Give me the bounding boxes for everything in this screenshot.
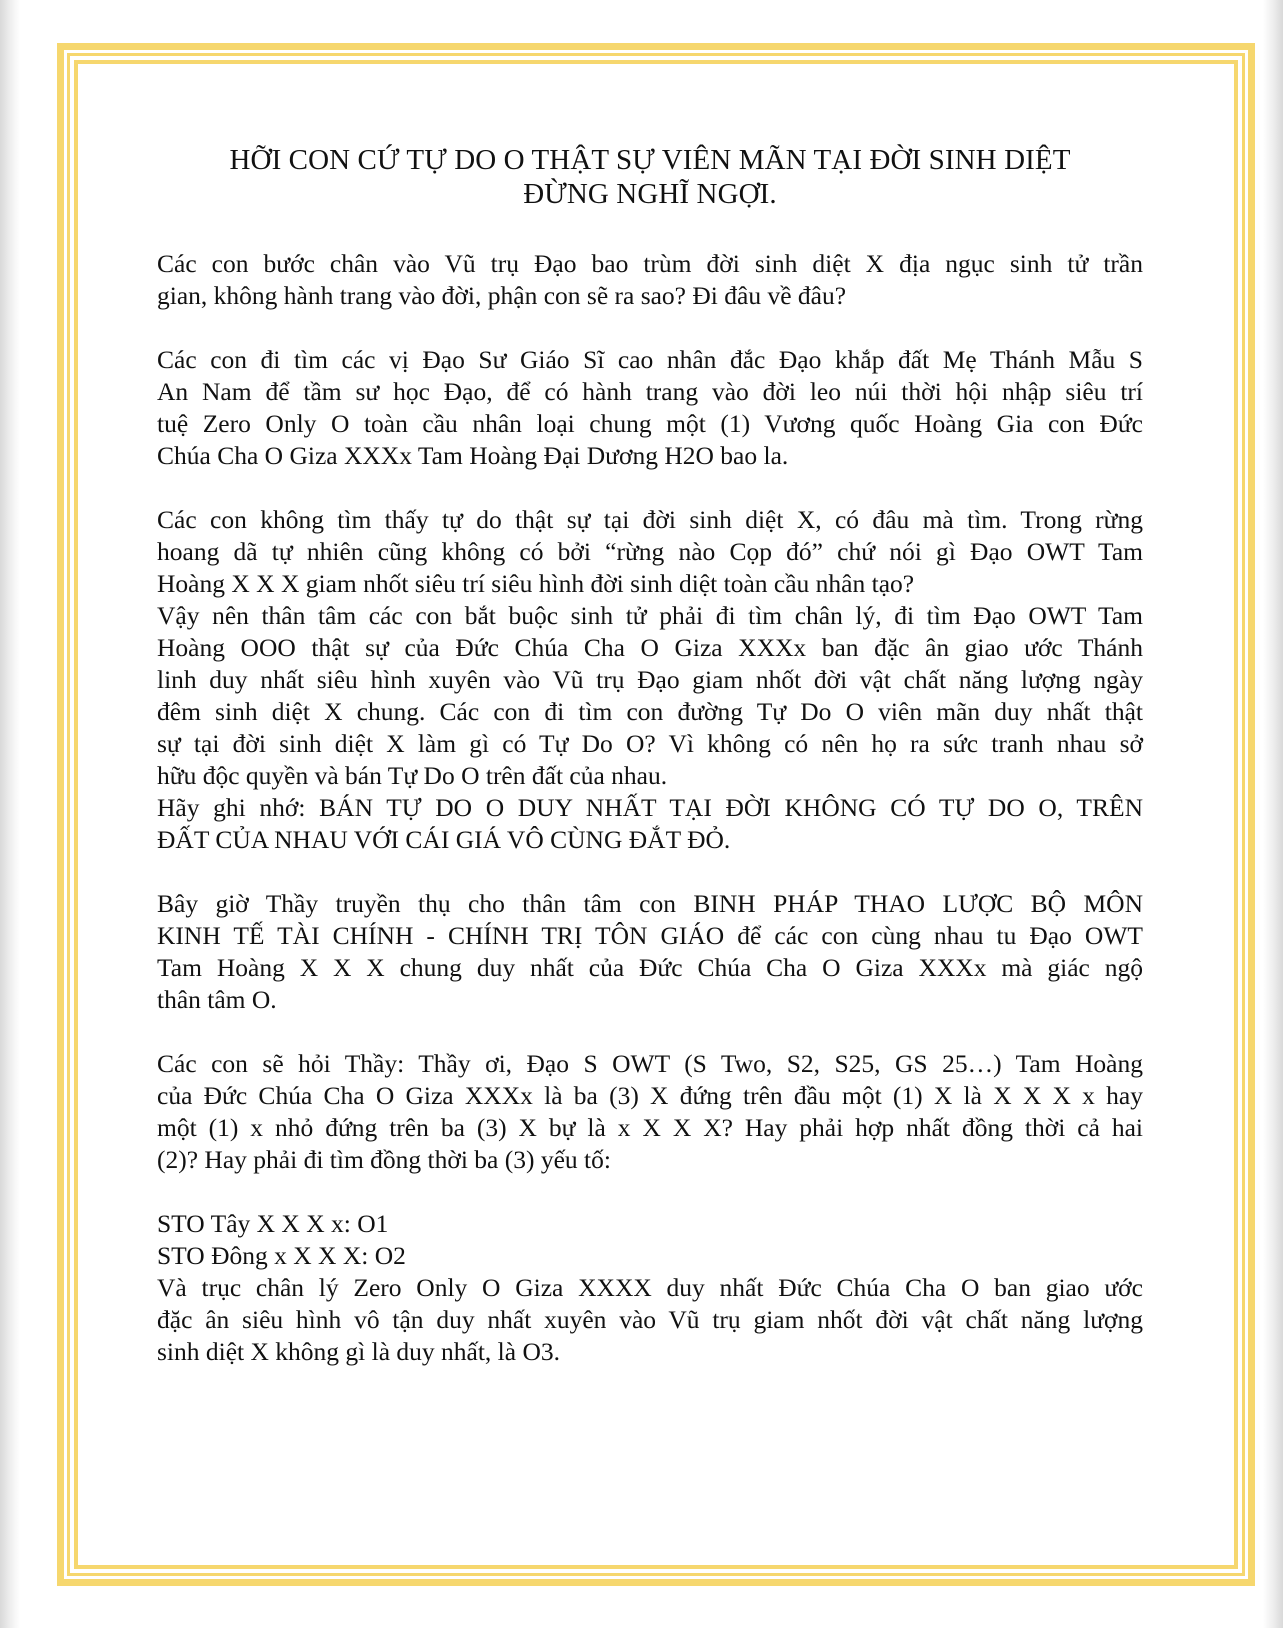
text-line: (2)? Hay phải đi tìm đồng thời ba (3) yếu tố: [157, 1145, 611, 1174]
paragraph-remember [157, 792, 1143, 856]
text-line: một (1) x nhỏ đứng trên ba (3) X bự là x X X X? Hay phải hợp nhất đồng thời cả hai [157, 1113, 1143, 1142]
paragraph-axis [157, 1272, 1143, 1368]
page-edge-left [0, 0, 20, 1628]
text-line: đêm sinh diệt X chung. Các con đi tìm con đường Tự Do O viên mãn duy nhất thật [157, 697, 1143, 726]
text-line: Các con bước chân vào Vũ trụ Đạo bao trùm đời sinh diệt X địa ngục sinh tử trần [157, 249, 1143, 278]
text-line: sự tại đời sinh diệt X làm gì có Tự Do O? Vì không có nên họ ra sức tranh nhau sở [157, 729, 1143, 758]
page-edge-right [1263, 0, 1283, 1628]
paragraph-truth [157, 600, 1143, 792]
paragraph-teaching [157, 888, 1143, 1016]
text-line: Tam Hoàng X X X chung duy nhất của Đức Chúa Cha O Giza XXXx mà giác ngộ [157, 953, 1143, 982]
text-line: KINH TẾ TÀI CHÍNH - CHÍNH TRỊ TÔN GIÁO để các con cùng nhau tu Đạo OWT [157, 921, 1143, 950]
text-line: đặc ân siêu hình vô tận duy nhất xuyên vào Vũ trụ giam nhốt đời vật chất năng lượng [157, 1305, 1143, 1334]
text-line: thân tâm O. [157, 985, 277, 1014]
text-line: linh duy nhất siêu hình xuyên vào Vũ trụ Đạo giam nhốt đời vật chất năng lượng ngày [157, 665, 1143, 694]
text-line: Các con sẽ hỏi Thầy: Thầy ơi, Đạo S OWT (S Two, S2, S25, GS 25…) Tam Hoàng [157, 1049, 1143, 1078]
text-line: Các con đi tìm các vị Đạo Sư Giáo Sĩ cao nhân đắc Đạo khắp đất Mẹ Thánh Mẫu S [157, 345, 1143, 374]
text-line: Các con không tìm thấy tự do thật sự tại đời sinh diệt X, có đâu mà tìm. Trong rừng [157, 505, 1143, 534]
text-line: Và trục chân lý Zero Only O Giza XXXX duy nhất Đức Chúa Cha O ban giao ước [157, 1273, 1143, 1302]
text-line: An Nam để tầm sư học Đạo, để có hành trang vào đời leo núi thời hội nhập siêu trí [157, 377, 1143, 406]
document-title [157, 143, 1143, 211]
text-line: Vậy nên thân tâm các con bắt buộc sinh tử phải đi tìm chân lý, đi tìm Đạo OWT Tam [157, 601, 1143, 630]
document-body [157, 143, 1143, 1368]
title-line: HỠI CON CỨ TỰ DO O THẬT SỰ VIÊN MÃN TẠI ĐỜI SINH DIỆT [229, 144, 1071, 176]
list-item: STO Tây X X X x: O1 [157, 1209, 389, 1238]
paragraph-question [157, 1048, 1143, 1176]
title-line: ĐỪNG NGHĨ NGỢI. [523, 178, 777, 210]
text-line: của Đức Chúa Cha O Giza XXXx là ba (3) X đứng trên đầu một (1) X là X X X x hay [157, 1081, 1143, 1110]
text-line: gian, không hành trang vào đời, phận con sẽ ra sao? Đi đâu về đâu? [157, 281, 847, 310]
text-line: ĐẤT CỦA NHAU VỚI CÁI GIÁ VÔ CÙNG ĐẮT ĐỎ. [157, 825, 731, 854]
text-line: tuệ Zero Only O toàn cầu nhân loại chung một (1) Vương quốc Hoàng Gia con Đức [157, 409, 1143, 438]
paragraph-sto-list [157, 1208, 1143, 1272]
text-line: Bây giờ Thầy truyền thụ cho thân tâm con BINH PHÁP THAO LƯỢC BỘ MÔN [157, 889, 1143, 918]
paragraph-intro [157, 248, 1143, 312]
text-line: Hãy ghi nhớ: BÁN TỰ DO O DUY NHẤT TẠI ĐỜI KHÔNG CÓ TỰ DO O, TRÊN [157, 793, 1143, 822]
text-line: Hoàng OOO thật sự của Đức Chúa Cha O Giza XXXx ban đặc ân giao ước Thánh [157, 633, 1143, 662]
paragraph-freedom [157, 504, 1143, 600]
paragraph-masters [157, 344, 1143, 472]
text-line: hữu độc quyền và bán Tự Do O trên đất của nhau. [157, 761, 668, 790]
text-line: Chúa Cha O Giza XXXx Tam Hoàng Đại Dương H2O bao la. [157, 441, 789, 470]
text-line: hoang dã tự nhiên cũng không có bởi “rừng nào Cọp đó” chứ nói gì Đạo OWT Tam [157, 537, 1143, 566]
list-item: STO Đông x X X X: O2 [157, 1241, 406, 1270]
text-line: Hoàng X X X giam nhốt siêu trí siêu hình đời sinh diệt toàn cầu nhân tạo? [157, 569, 915, 598]
text-line: sinh diệt X không gì là duy nhất, là O3. [157, 1337, 560, 1366]
